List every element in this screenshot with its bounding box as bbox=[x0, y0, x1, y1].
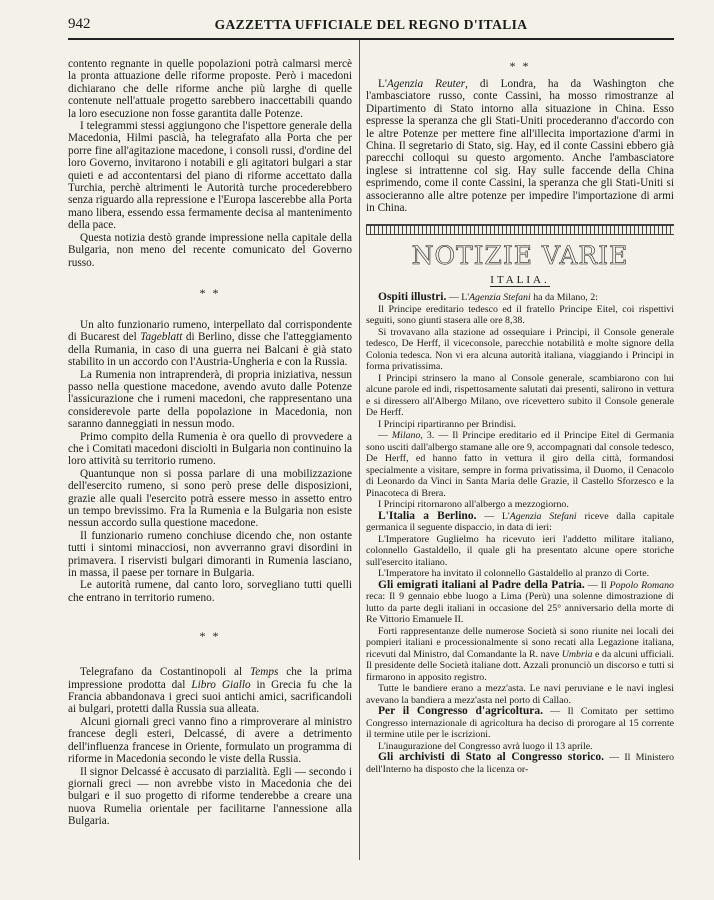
newspaper-name: Tageblatt bbox=[140, 331, 183, 344]
page-header bbox=[68, 10, 674, 40]
paragraph: Il Principe ereditario tedesco ed il fratello Principe Eitel, coi rispettivi seguiti, sono giunti stasera alle ore 8,38. bbox=[366, 303, 674, 327]
paragraph: La Rumenia non intraprenderà, di propria iniziativa, nessun passo nella questione macedone, avendo avuto dalle Potenze l'assicurazione che i rumeni macedoni, che rappresentano una considerevole parte della popolazione in Macedonia, non saranno danneggiati in nessun modo. bbox=[68, 368, 352, 431]
left-column bbox=[68, 58, 352, 828]
section-title bbox=[366, 241, 674, 270]
text-run: — L' bbox=[446, 292, 469, 304]
text-run: — bbox=[378, 430, 392, 442]
paragraph: Il signor Delcassé è accusato di parzialità. Egli — secondo i giornali greci — non avrebbe visto in Macedonia che dei bulgari e il suo progetto di riforme tenderebbe a creare una nuova Rumelia orientale per facilitarne l'annessione alla Bulgaria. bbox=[68, 765, 352, 828]
paragraph bbox=[68, 319, 352, 369]
news-item bbox=[366, 292, 674, 304]
text-run: — L' bbox=[476, 510, 510, 522]
text-run: reca: Il 9 gennaio ebbe luogo a Lima (Perù) una solenne dimostrazione di lutto da parte degli italiani in occasione del 25° anniversario della morte di Re Vittorio Emanuele II. bbox=[366, 591, 674, 626]
news-heading: Gli emigrati italiani al Padre della Patria. bbox=[378, 578, 585, 591]
paragraph: Il funzionario rumeno conchiuse dicendo che, non ostante tutti i sintomi minacciosi, non avverranno gravi disordini in primavera. I riservisti bulgari dimoranti in Rumenia lasciano, in massa, il paese per tornare in Bulgaria. bbox=[68, 529, 352, 580]
news-heading: L'Italia a Berlino. bbox=[378, 509, 477, 522]
paragraph: Questa notizia destò grande impressione nella capitale della Bulgaria, non meno del recente comunicato del Governo russo. bbox=[68, 231, 352, 269]
text-run: , di Londra, ha da Washington che l'ambasciatore russo, conte Cassini, ha mosso rimostranze al Dipartimento di Stato intorno alla situazione in China. Esso espresse la speranza che gli Stati-Uniti procederanno d'accordo con le altre Potenze per mettere fine all'illecita importazione d'armi in China. Il segretario di Stato, sig. Hay, ed il conte Cassini ebbero già parecchi colloqui su questo argomento. Anche l'ambasciatore inglese si intrattenne col sig. Hay sulle faccende della China esprimendo, come il conte Cassini, la speranza che gli Stati-Uniti si associeranno alle altre potenze per impedire l'importazione di armi in China. bbox=[366, 78, 674, 215]
journal-title: GAZZETTA UFFICIALE DEL REGNO D'ITALIA bbox=[214, 17, 528, 32]
text-run: L' bbox=[378, 78, 387, 90]
text-run: e da alcuni ufficiali. Il presidente delle Società italiane dott. Azzali pronunciò un discorso e tutti si firmarono in apposito registro. bbox=[366, 648, 674, 683]
paragraph: Alcuni giornali greci vanno fino a rimproverare al ministro francese degli esteri, Delcassé, di avere a detrimento dell'influenza francese in Oriente, formulato un programma di riforme in Macedonia secondo le viste della Russia. bbox=[68, 715, 352, 766]
agency-name: Agenzia Stefani bbox=[509, 510, 577, 522]
paragraph bbox=[366, 430, 674, 499]
text-run: — Il bbox=[584, 579, 610, 591]
column-divider bbox=[359, 40, 360, 860]
book-title: Libro Giallo bbox=[191, 678, 251, 691]
paragraph: Quantunque non si possa parlare di una mobilizzazione dell'esercito rumeno, si sono però prese delle disposizioni, grazie alle quali l'esercito potrà essere messo in assetto entro un tempo brevissimo. Fra la Rumenia e la Bulgaria non esiste nessun accordo sulla questione macedone. bbox=[68, 467, 352, 530]
paragraph: I Principi strinsero la mano al Console generale, scambiarono con lui alcune parole ed indi, rispettosamente salutati dai presenti, salirono in vettura e si diressero all'Albergo Milano, ove ricevettero subito il Console generale De Herff. bbox=[366, 372, 674, 419]
paragraph bbox=[366, 626, 674, 684]
newspaper-name: Popolo Romano bbox=[609, 579, 674, 591]
news-heading: Per il Congresso d'agricoltura. bbox=[378, 705, 543, 718]
news-heading: Ospiti illustri. bbox=[378, 291, 447, 304]
paragraph: L'Imperatore ha invitato il colonnello Gastaldello al pranzo di Corte. bbox=[378, 568, 650, 580]
news-heading: Gli archivisti di Stato al Congresso storico. bbox=[378, 751, 605, 764]
paragraph: I Principi ripartiranno per Brindisi. bbox=[378, 418, 516, 430]
text-run: di Berlino, disse che l'atteggiamento della Rumania, in caso di una guerra nei Balcani è già stato stabilito in un accordo con l'Austria-Ungheria e con la Russia. bbox=[68, 331, 352, 369]
paragraph: I telegrammi stessi aggiungono che l'ispettore generale della Macedonia, Hilmi pascià, ha telegrafato alla Porta che per porre fine all'agitazione macedone, i consoli russi, d'ordine del loro Governo, invitarono i notabili e gli agitatori bulgari a star quieti e ad accontentarsi del piano di riforme accettato dalla Turchia, perchè altrimenti le Autorità turche procederebbero senza riguardo alla repressione e l'Europa lascerebbe alla Porta mano libera, essendo essa fermamente decisa al mantenimento della pace. bbox=[68, 120, 352, 232]
section-title-text: NOTIZIE VARIE bbox=[411, 241, 629, 271]
text-run: che la prima impressione prodotta dal bbox=[68, 666, 352, 691]
text-run: ha da Milano, 2: bbox=[530, 292, 598, 304]
newspaper-name: Temps bbox=[250, 666, 279, 679]
section-separator-stars: * * bbox=[509, 59, 531, 73]
ornamental-rule bbox=[366, 224, 674, 235]
section-separator-stars: * * bbox=[199, 629, 221, 644]
ship-name: Umbria bbox=[561, 648, 593, 660]
news-item bbox=[366, 752, 674, 775]
text-run: in Grecia fu che la Francia abbandonava i greci suoi antichi amici, sacrificandoli ai bulgari, protetti dalla Russia sua alleata. bbox=[68, 678, 352, 716]
paragraph: Le autorità rumene, dal canto loro, sorvegliano tutti quelli che entrano in territorio rumeno. bbox=[68, 579, 352, 604]
text-run: — Il Ministero dell'Interno ha disposto che la licenza or- bbox=[366, 752, 675, 775]
subsection-title bbox=[366, 274, 674, 286]
agency-name: Agenzia Reuter bbox=[386, 78, 466, 90]
paragraph bbox=[366, 78, 674, 214]
paragraph: Tutte le bandiere erano a mezz'asta. Le navi peruviane e le navi inglesi avevano la bandiera a mezz'asta nel porto di Callao. bbox=[366, 683, 674, 706]
text-run: riceve dalla capitale germanica il seguente dispaccio, in data di ieri: bbox=[366, 510, 674, 534]
paragraph: L'Imperatore Guglielmo ha ricevuto ieri l'addetto militare italiano, colonnello Gastaldello, il quale gli ha presentato alcune opere storiche sull'esercito italiano. bbox=[366, 533, 674, 568]
place-name: Milano bbox=[391, 430, 421, 442]
news-item bbox=[366, 580, 674, 626]
paragraph: contento regnante in quelle popolazioni potrà calmarsi mercè la pronta attuazione delle riforme proposte. Però i macedoni dichiarano che delle riforme anche più larghe di quelle contenute nell'attuale progetto sarebbero inaccettabili quando la loro esecuzione non fosse garantita dalle Potenze. bbox=[68, 58, 352, 120]
news-item bbox=[366, 511, 674, 534]
paragraph: Si trovavano alla stazione ad ossequiare i Principi, il Console generale tedesco, De Herff, il viceconsole, parecchie notabilità e molte signore della Colonia tedesca. Non vi era alcuna autorità italiana, viaggiando i Principi in forma privatissima. bbox=[366, 326, 674, 373]
agency-name: Agenzia Stefani bbox=[469, 292, 531, 304]
paragraph: L'inaugurazione del Congresso avrà luogo il 13 aprile. bbox=[378, 740, 593, 752]
paragraph: I Principi ritornarono all'albergo a mezzogiorno. bbox=[378, 499, 569, 511]
text-run: — Il Comitato per settimo Congresso internazionale di agricoltura ha deciso di prorogare al 15 corrente il termine utile per le iscrizioni. bbox=[366, 706, 674, 741]
paragraph bbox=[68, 666, 352, 716]
paragraph: Primo compito della Rumenia è ora quello di provvedere a che i Comitati macedoni disciolti in Bulgaria non continuino la loro attività su territorio rumeno. bbox=[68, 430, 353, 468]
page-number: 942 bbox=[68, 16, 91, 32]
section-separator-stars: * * bbox=[199, 285, 221, 300]
news-item bbox=[366, 706, 674, 741]
text-run: Forti rappresentanze delle numerose Società si sono riunite nei locali dei pompieri italiani e processionalmente si sono recati alla Legazione italiana, ricevuti dal Ministro, dal Comandante la R. nave bbox=[366, 625, 674, 660]
right-column bbox=[366, 58, 674, 775]
text-run: Telegrafano da Costantinopoli al bbox=[80, 666, 251, 679]
text-run: Un alto funzionario rumeno, interpellato dal corrispondente di Bucarest del bbox=[68, 318, 352, 344]
text-run: , 3. — Il Principe ereditario ed il Principe Eitel di Germania sono usciti dall'albergo stamane alle ore 9, accompagnati dal console tedesco, De Herff, ed hanno fatto in vettura il giro della città, formandosi specialmente a visitare, sempre in forma privatissima, il Duomo, il Cenacolo di Leonardo da Vinci in Santa Maria delle Grazie, il Castello Sforzesco e la Pinacoteca di Brera. bbox=[366, 430, 675, 499]
subsection-title-text: ITALIA. bbox=[490, 274, 550, 287]
